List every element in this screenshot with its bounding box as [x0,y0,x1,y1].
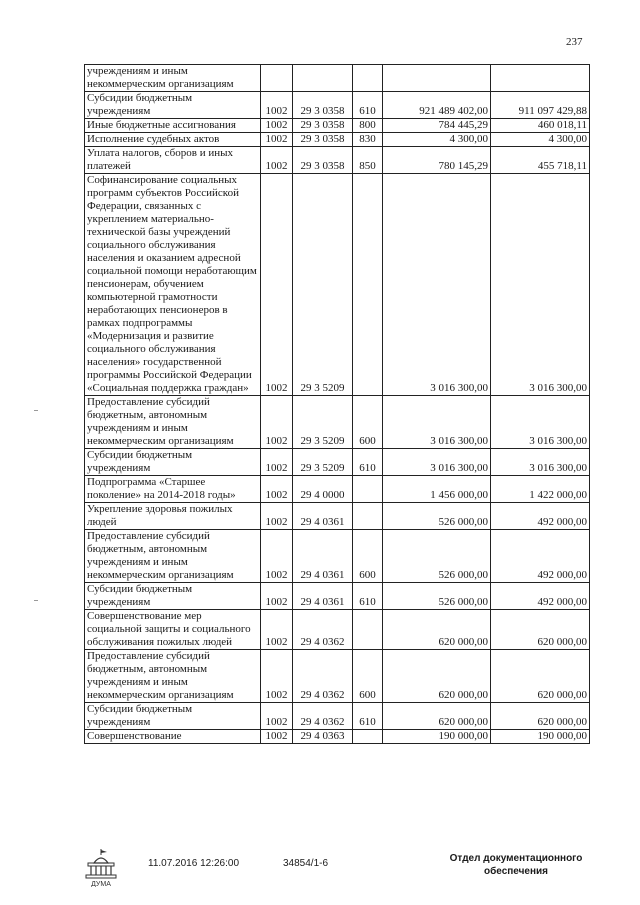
row-type: 610 [353,703,383,730]
margin-mark [34,600,38,601]
row-section: 1002 [261,610,293,650]
row-name: учреждениям и иным некоммерческим организациям [85,65,261,92]
row-code: 29 4 0362 [293,650,353,703]
row-section: 1002 [261,396,293,449]
row-amount-year1: 3 016 300,00 [383,396,491,449]
row-code: 29 3 0358 [293,92,353,119]
row-type: 800 [353,119,383,133]
row-code: 29 3 0358 [293,133,353,147]
row-name: Подпрограмма «Старшее поколение» на 2014-2018 годы» [85,476,261,503]
row-amount-year2: 492 000,00 [491,503,590,530]
row-type [353,610,383,650]
table-row [85,650,590,703]
row-amount-year2: 620 000,00 [491,650,590,703]
row-section: 1002 [261,449,293,476]
row-type [353,730,383,744]
row-amount-year1: 620 000,00 [383,703,491,730]
row-amount-year2: 1 422 000,00 [491,476,590,503]
department-line-1: Отдел документационного [449,853,583,864]
row-amount-year2: 4 300,00 [491,133,590,147]
row-amount-year2: 492 000,00 [491,583,590,610]
row-name: Совершенствование мер социальной защиты и социального обслуживания пожилых людей [85,610,261,650]
row-section: 1002 [261,503,293,530]
table-row [85,610,590,650]
table-row [85,133,590,147]
row-type: 600 [353,650,383,703]
table-row [85,730,590,744]
row-code: 29 4 0000 [293,476,353,503]
table-row [85,503,590,530]
row-amount-year1: 526 000,00 [383,530,491,583]
row-section [261,65,293,92]
row-amount-year1 [383,65,491,92]
row-name: Предоставление субсидий бюджетным, автономным учреждениям и иным некоммерческим организациям [85,650,261,703]
table-row [85,396,590,449]
table-row [85,119,590,133]
row-section: 1002 [261,147,293,174]
row-section: 1002 [261,530,293,583]
row-type: 830 [353,133,383,147]
row-name: Укрепление здоровья пожилых людей [85,503,261,530]
row-amount-year2: 190 000,00 [491,730,590,744]
table-row [85,449,590,476]
page-number: 237 [566,36,583,48]
duma-building-icon [82,847,120,887]
row-code [293,65,353,92]
row-code: 29 4 0363 [293,730,353,744]
row-amount-year1: 784 445,29 [383,119,491,133]
stamp-text: ДУМА [91,881,111,887]
row-code: 29 3 5209 [293,449,353,476]
row-code: 29 3 0358 [293,119,353,133]
row-amount-year2: 3 016 300,00 [491,396,590,449]
row-section: 1002 [261,119,293,133]
row-code: 29 4 0361 [293,530,353,583]
row-name: Субсидии бюджетным учреждениям [85,449,261,476]
row-section: 1002 [261,730,293,744]
row-name: Уплата налогов, сборов и иных платежей [85,147,261,174]
row-name: Субсидии бюджетным учреждениям [85,92,261,119]
row-amount-year2 [491,65,590,92]
table-row [85,476,590,503]
row-code: 29 3 5209 [293,174,353,396]
row-amount-year1: 4 300,00 [383,133,491,147]
row-amount-year1: 3 016 300,00 [383,449,491,476]
row-name: Совершенствование [85,730,261,744]
row-amount-year1: 921 489 402,00 [383,92,491,119]
row-code: 29 3 5209 [293,396,353,449]
row-amount-year1: 190 000,00 [383,730,491,744]
row-type: 610 [353,583,383,610]
row-amount-year2: 3 016 300,00 [491,449,590,476]
row-amount-year1: 780 145,29 [383,147,491,174]
footer-doc-number: 34854/1-6 [283,858,329,869]
table-row [85,530,590,583]
row-type [353,174,383,396]
row-name: Софинансирование социальных программ субъектов Российской Федерации, связанных с укреплением материально-технической базы учреждений социального обслуживания населения и оказанием адресной социальной помощи неработающим пенсионерам, обучением компьютерной грамотности неработающих пенсионеров в рамках подпрограммы «Модернизация и развитие социального обслуживания населения» государственной программы Российской Федерации «Социальная поддержка граждан» [85,174,261,396]
row-section: 1002 [261,92,293,119]
row-amount-year2: 620 000,00 [491,610,590,650]
row-type: 850 [353,147,383,174]
row-section: 1002 [261,476,293,503]
row-type [353,476,383,503]
row-type [353,65,383,92]
row-amount-year2: 492 000,00 [491,530,590,583]
row-code: 29 4 0361 [293,503,353,530]
footer-department [436,852,596,878]
row-code: 29 4 0361 [293,583,353,610]
table-row [85,703,590,730]
row-name: Субсидии бюджетным учреждениям [85,703,261,730]
row-amount-year1: 1 456 000,00 [383,476,491,503]
row-name: Иные бюджетные ассигнования [85,119,261,133]
row-code: 29 4 0362 [293,610,353,650]
row-amount-year1: 3 016 300,00 [383,174,491,396]
duma-logo-stamp [82,847,120,887]
row-amount-year2: 460 018,11 [491,119,590,133]
row-section: 1002 [261,583,293,610]
row-code: 29 3 0358 [293,147,353,174]
row-name: Субсидии бюджетным учреждениям [85,583,261,610]
row-section: 1002 [261,703,293,730]
row-type: 600 [353,530,383,583]
margin-mark [34,410,38,411]
row-code: 29 4 0362 [293,703,353,730]
footer-datetime: 11.07.2016 12:26:00 [148,858,240,869]
row-name: Предоставление субсидий бюджетным, автономным учреждениям и иным некоммерческим организациям [85,396,261,449]
row-name: Предоставление субсидий бюджетным, автономным учреждениям и иным некоммерческим организациям [85,530,261,583]
row-section: 1002 [261,650,293,703]
row-type: 610 [353,92,383,119]
row-type [353,503,383,530]
table-row [85,147,590,174]
department-line-2: обеспечения [483,866,549,877]
table-row [85,92,590,119]
row-type: 600 [353,396,383,449]
row-type: 610 [353,449,383,476]
row-amount-year1: 526 000,00 [383,583,491,610]
row-amount-year1: 620 000,00 [383,650,491,703]
row-amount-year1: 620 000,00 [383,610,491,650]
budget-table [84,64,590,744]
row-amount-year2: 455 718,11 [491,147,590,174]
row-name: Исполнение судебных актов [85,133,261,147]
row-amount-year2: 620 000,00 [491,703,590,730]
table-row [85,65,590,92]
row-amount-year1: 526 000,00 [383,503,491,530]
row-amount-year2: 911 097 429,88 [491,92,590,119]
row-amount-year2: 3 016 300,00 [491,174,590,396]
row-section: 1002 [261,174,293,396]
table-row [85,174,590,396]
row-section: 1002 [261,133,293,147]
table-row [85,583,590,610]
